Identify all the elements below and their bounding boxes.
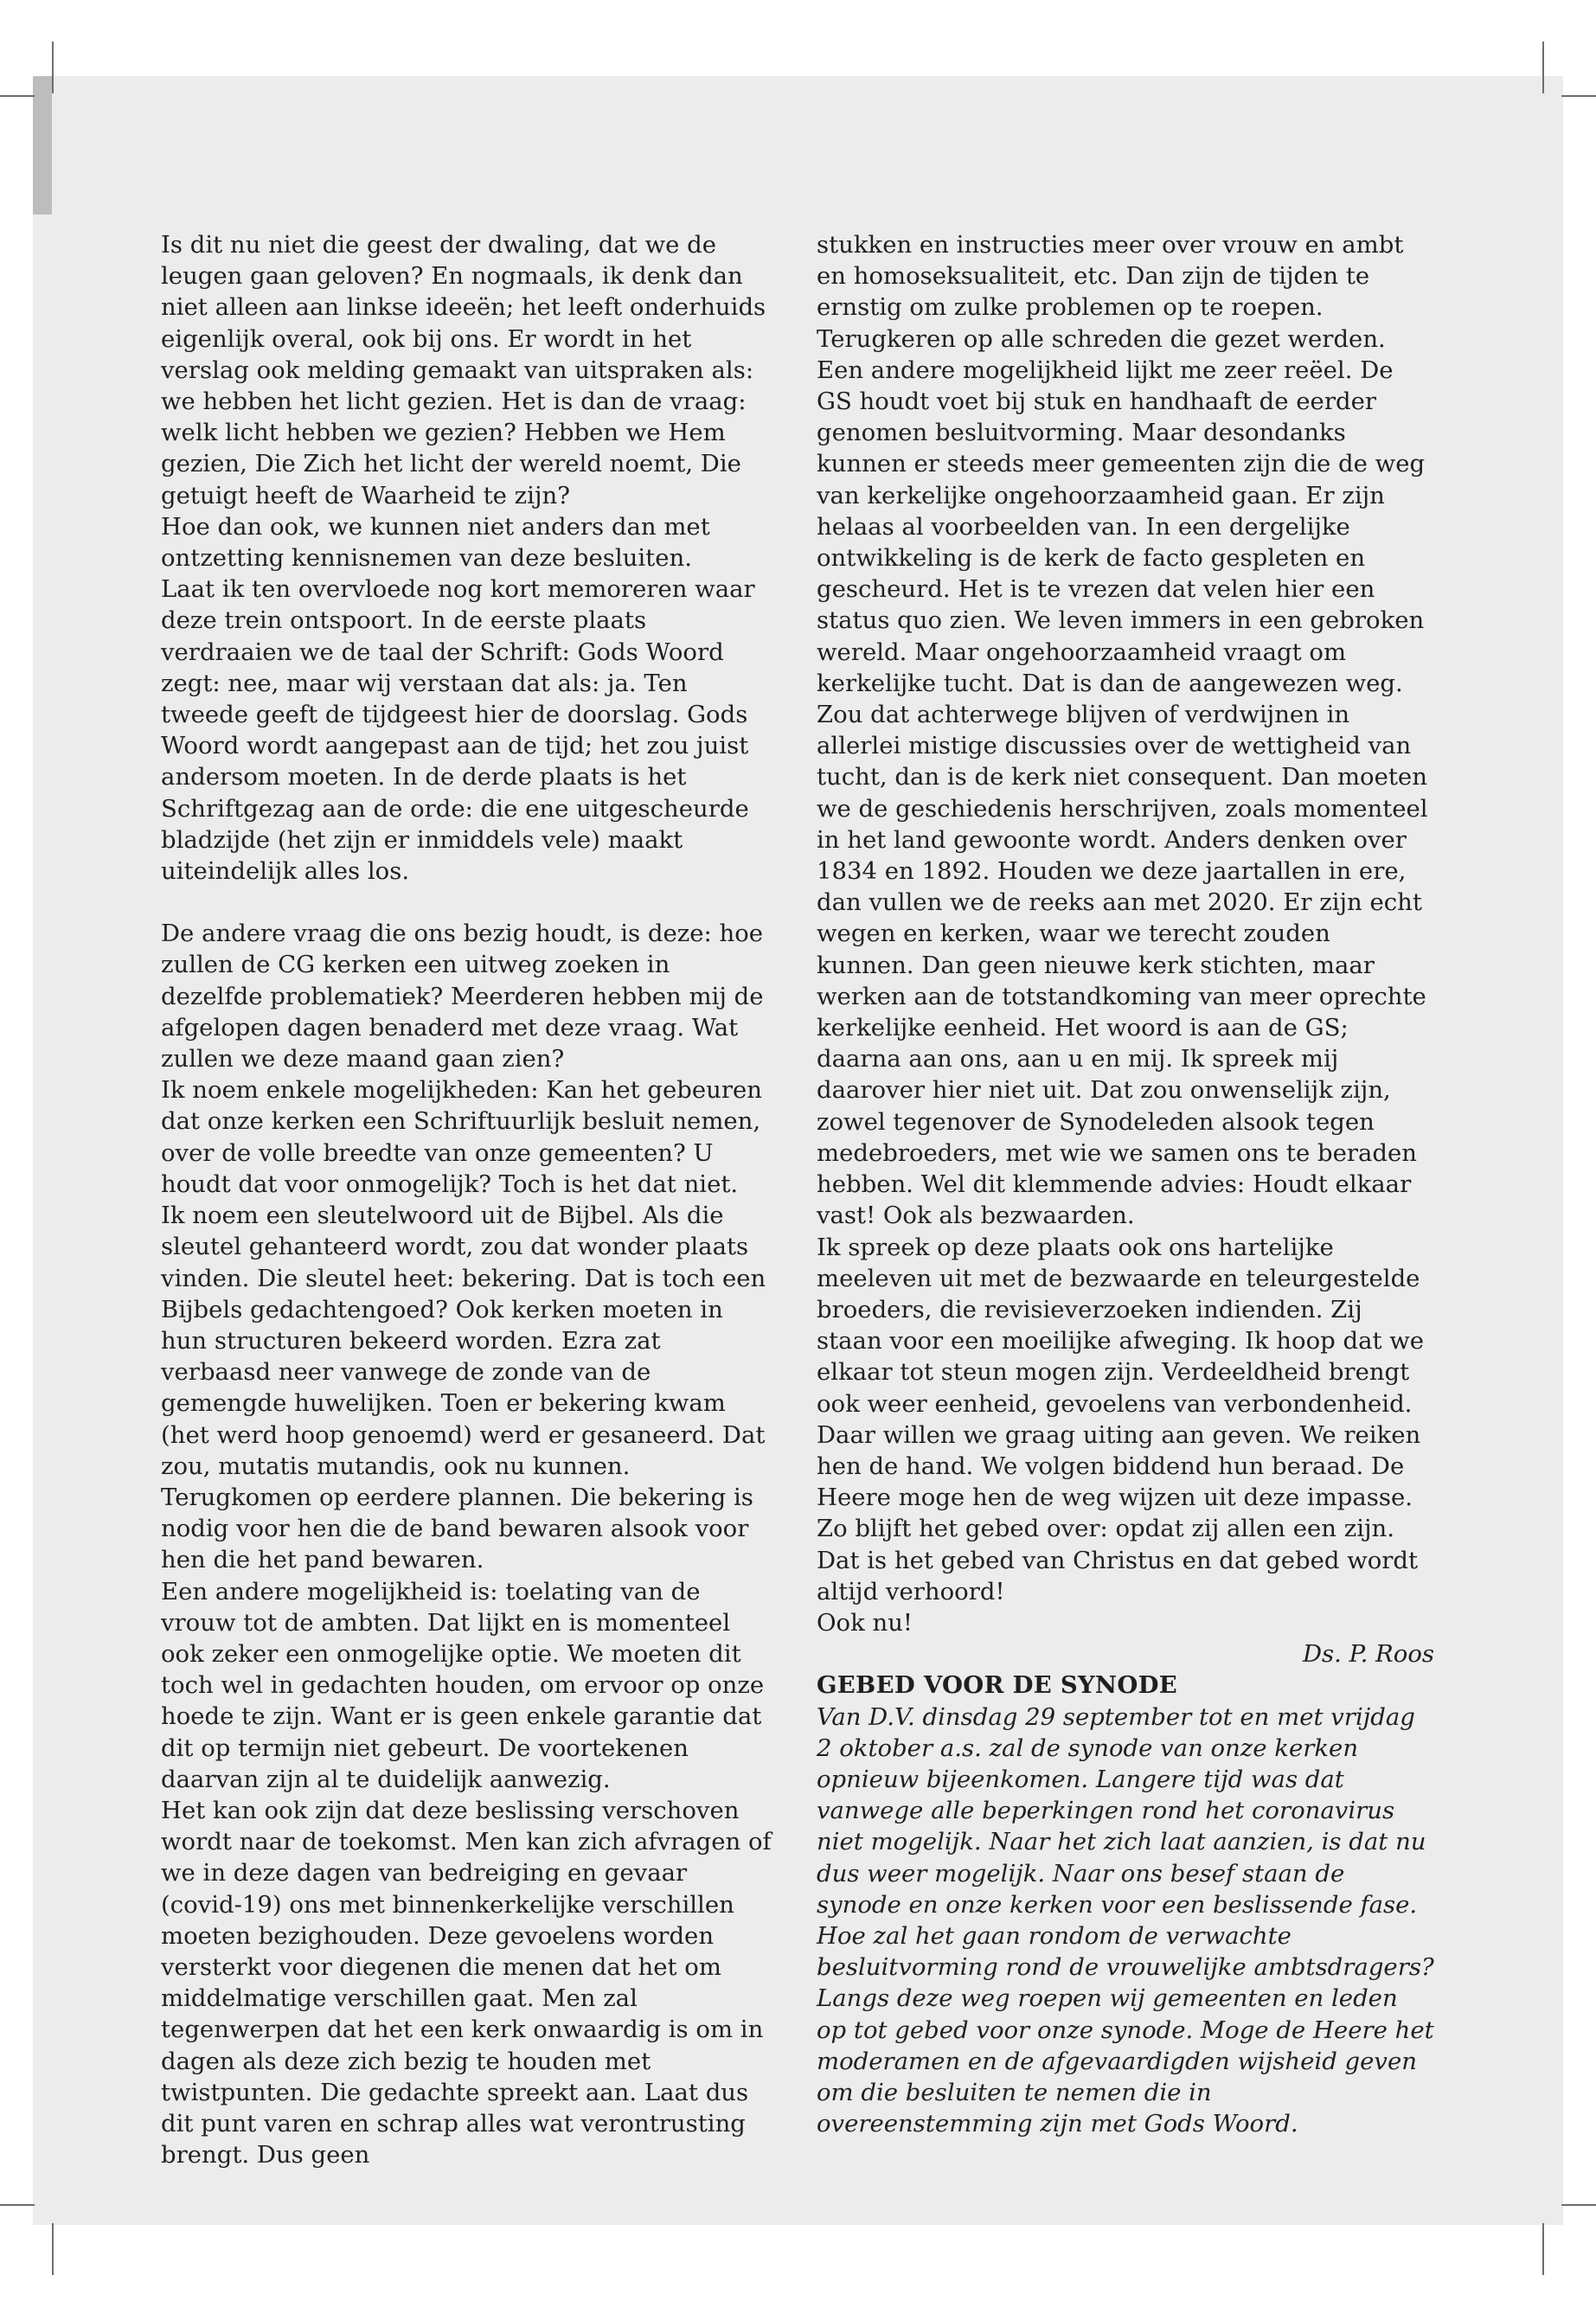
paragraph: Is dit nu niet die geest der dwaling, dat we de leugen gaan geloven? En nogmaals, ik denk dan niet alleen aan linkse ideeën; het leeft onderhuids eigenlijk overal, ook bij ons. Er wordt in het verslag ook melding gemaakt van uitspraken als: we hebben het licht gezien. Het is dan de vraag: welk licht hebben we gezien? Hebben we Hem gezien, Die Zich het licht der wereld noemt, Die getuigt heeft de Waarheid te zijn?: [161, 231, 766, 510]
paragraph: Ik spreek op deze plaats ook ons hartelijke meeleven uit met de bezwaarde en teleurgestelde broeders, die revisieverzoeken indienden. Zij staan voor een moeilijke afweging. Ik hoop dat we elkaar tot steun mogen zijn. Verdeeldheid brengt ook weer eenheid, gevoelens van verbondenheid. Daar willen we graag uiting aan geven. We reiken hen de hand. We volgen biddend hun beraad. De Heere moge hen de weg wijzen uit deze impasse. Zo blijft het gebed over: opdat zij allen een zijn. Dat is het gebed van Christus en dat gebed wordt altijd verhoord!: [817, 1233, 1425, 1606]
author-signature: Ds. P. Roos: [1303, 1640, 1434, 1669]
section-title: GEBED VOOR DE SYNODE: [817, 1671, 1178, 1700]
paragraph: De andere vraag die ons bezig houdt, is deze: hoe zullen de CG kerken een uitweg zoeken in dezelfde problematiek? Meerderen hebben mij de afgelopen dagen benaderd met deze vraag. Wat zullen we deze maand gaan zien?: [161, 920, 764, 1074]
crop-mark-top-left-horizontal: [0, 95, 35, 97]
prayer-text: Van D.V. dinsdag 29 september tot en met vrijdag 2 oktober a.s. zal de synode van onze kerken opnieuw bijeenkomen. Langere tijd was dat vanwege alle beperkingen rond het coronavirus niet mogelijk. Naar het zich laat aanzien, is dat nu dus weer mogelijk. Naar ons besef staan de synode en onze kerken voor een beslissende fase. Hoe zal het gaan rondom de verwachte besluitvorming rond de vrouwelijke ambtsdragers? Langs deze weg roepen wij gemeenten en leden op tot gebed voor onze synode. Moge de Heere het moderamen en de afgevaardigden wijsheid geven om die besluiten te nemen die in overeenstemming zijn met Gods Woord.: [817, 1702, 1434, 2138]
paragraph: Een andere mogelijkheid lijkt me zeer reëel. De GS houdt voet bij stuk en handhaaft de eerder genomen besluitvorming. Maar desondanks kunnen er steeds meer gemeenten zijn die de weg van kerkelijke ongehoorzaamheid gaan. Er zijn helaas al voorbeelden van. In een dergelijke ontwikkeling is de kerk de facto gespleten en gescheurd. Het is te vrezen dat velen hier een status quo zien. We leven immers in een gebroken wereld. Maar ongehoorzaamheid vraagt om kerkelijke tucht. Dat is dan de aangewezen weg.: [817, 356, 1426, 697]
crop-mark-bottom-right-horizontal: [1561, 2204, 1596, 2206]
paragraph: Het kan ook zijn dat deze beslissing verschoven wordt naar de toekomst. Men kan zich afvragen of we in deze dagen van bedreiging en gevaar (covid-19) ons met binnenkerkelijke verschillen moeten bezighouden. Deze gevoelens worden versterkt voor diegenen die menen dat het om middelmatige verschillen gaat. Men zal tegenwerpen dat het een kerk onwaardig is om in dagen als deze zich bezig te houden met twistpunten. Die gedachte spreekt aan. Laat dus dit punt varen en schrap alles wat verontrusting brengt. Dus geen: [161, 1796, 772, 2170]
crop-mark-bottom-right-vertical: [1542, 2223, 1544, 2275]
paragraph: Ik noem enkele mogelijkheden: Kan het gebeuren dat onze kerken een Schriftuurlijk besluit nemen, over de volle breedte van onze gemeenten? U houdt dat voor onmogelijk? Toch is het dat niet.: [161, 1076, 763, 1198]
right-column: [817, 229, 1434, 2139]
paragraph: Ik noem een sleutelwoord uit de Bijbel. Als die sleutel gehanteerd wordt, zou dat wonder plaats vinden. Die sleutel heet: bekering. Dat is toch een Bijbels gedachtengoed? Ook kerken moeten in hun structuren bekeerd worden. Ezra zat verbaasd neer vanwege de zonde van de gemengde huwelijken. Toen er bekering kwam (het werd hoop genoemd) werd er gesaneerd. Dat zou, mutatis mutandis, ook nu kunnen. Terugkomen op eerdere plannen. Die bekering is nodig voor hen die de band bewaren alsook voor hen die het pand bewaren.: [161, 1202, 766, 1574]
crop-mark-top-right-horizontal: [1561, 95, 1596, 97]
crop-mark-bottom-left-vertical: [52, 2223, 54, 2275]
crop-mark-top-right-vertical: [1542, 42, 1544, 93]
paragraph: Een andere mogelijkheid is: toelating van de vrouw tot de ambten. Dat lijkt en is momenteel ook zeker een onmogelijke optie. We moeten dit toch wel in gedachten houden, om ervoor op onze hoede te zijn. Want er is geen enkele garantie dat dit op termijn niet gebeurt. De voortekenen daarvan zijn al te duidelijk aanwezig.: [161, 1577, 765, 1793]
paragraph: Laat ik ten overvloede nog kort memoreren waar deze trein ontspoort. In de eerste plaats verdraaien we de taal der Schrift: Gods Woord zegt: nee, maar wij verstaan dat als: ja. Ten tweede geeft de tijdgeest hier de doorslag. Gods Woord wordt aangepast aan de tijd; het zou juist andersom moeten. In de derde plaats is het Schriftgezag aan de orde: die ene uitgescheurde bladzijde (het zijn er inmiddels vele) maakt uiteindelijk alles los.: [161, 575, 755, 886]
paragraph: Ook nu!: [817, 1608, 913, 1637]
crop-mark-bottom-left-horizontal: [0, 2204, 35, 2206]
paragraph: stukken en instructies meer over vrouw en ambt en homoseksualiteit, etc. Dan zijn de tijden te ernstig om zulke problemen op te roepen. Terugkeren op alle schreden die gezet werden.: [817, 231, 1404, 353]
paragraph: Hoe dan ook, we kunnen niet anders dan met ontzetting kennisnemen van deze besluiten.: [161, 512, 710, 573]
prayer-section: [817, 1702, 1434, 2140]
crop-mark-top-left-vertical: [52, 42, 54, 93]
left-column: [161, 229, 775, 2170]
page-edge-tab: [33, 76, 52, 215]
paragraph: Zou dat achterwege blijven of verdwijnen in allerlei mistige discussies over de wettigheid van tucht, dan is de kerk niet consequent. Dan moeten we de geschiedenis herschrijven, zoals momenteel in het land gewoonte wordt. Anders denken over 1834 en 1892. Houden we deze jaartallen in ere, dan vullen we de reeks aan met 2020. Er zijn echt wegen en kerken, waar we terecht zouden kunnen. Dan geen nieuwe kerk stichten, maar werken aan de totstandkoming van meer oprechte kerkelijke eenheid. Het woord is aan de GS; daarna aan ons, aan u en mij. Ik spreek mij daarover hier niet uit. Dat zou onwenselijk zijn, zowel tegenover de Synodeleden alsook tegen medebroeders, met wie we samen ons te beraden hebben. Wel dit klemmende advies: Houdt elkaar vast! Ook als bezwaarden.: [817, 701, 1428, 1230]
